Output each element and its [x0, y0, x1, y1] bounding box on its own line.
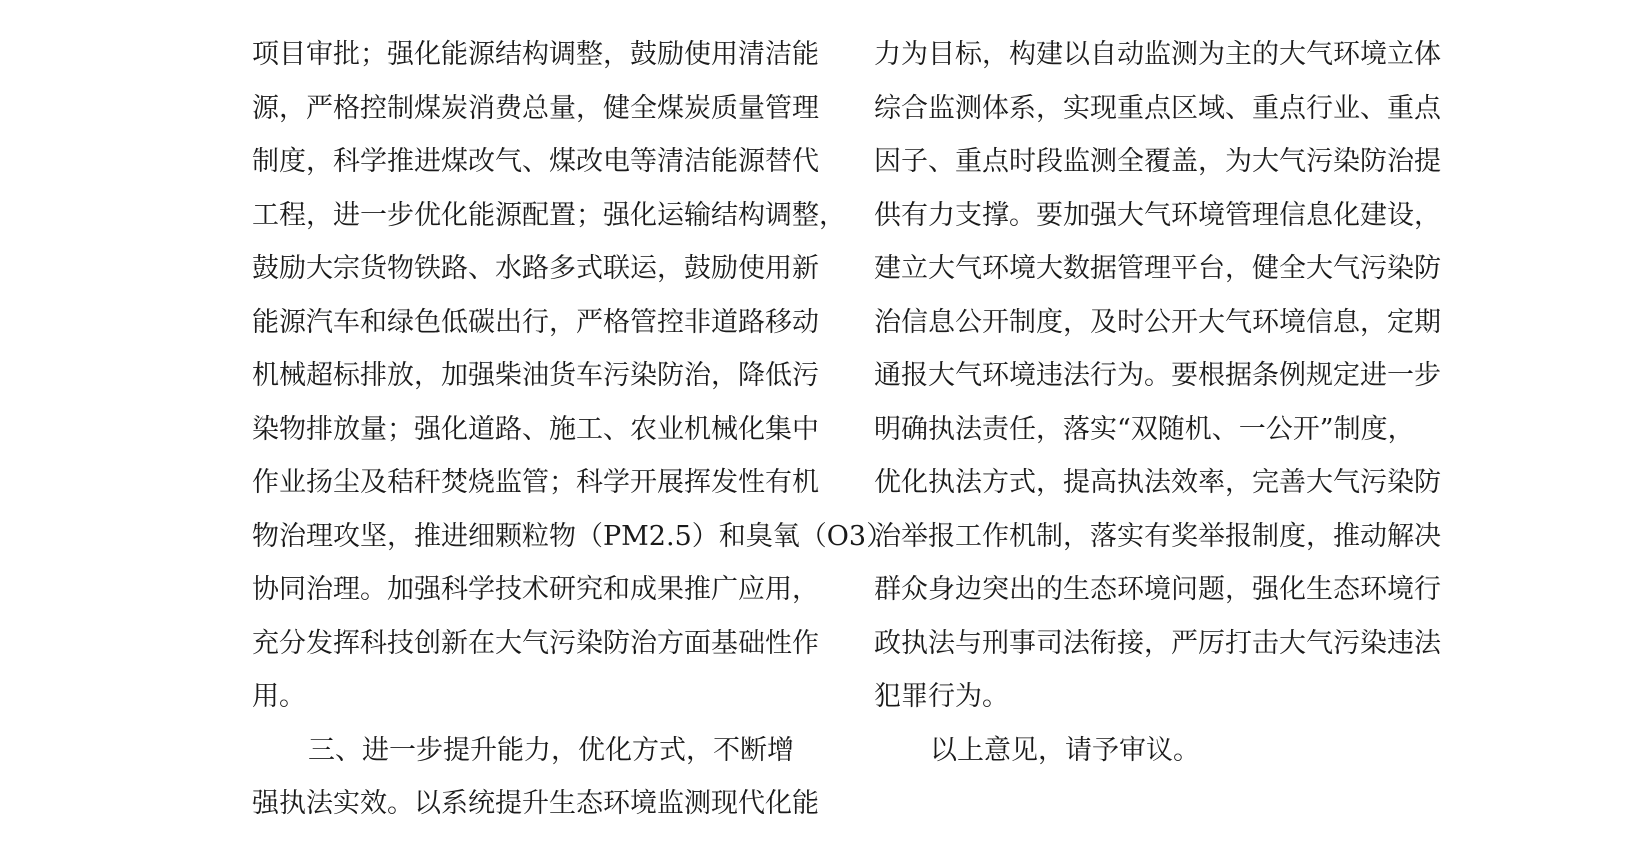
text-line: 强执法实效。以系统提升生态环境监测现代化能 [252, 788, 819, 819]
text-line: 工程，进一步优化能源配置；强化运输结构调整， [252, 199, 846, 231]
text-line: 群众身边突出的生态环境问题，强化生态环境行 [874, 574, 1441, 605]
text-line: 作业扬尘及秸秆焚烧监管；科学开展挥发性有机 [252, 467, 819, 498]
text-line: 治举报工作机制，落实有奖举报制度，推动解决 [874, 520, 1441, 552]
text-line: 明确执法责任，落实“双随机、一公开”制度， [874, 413, 1415, 445]
text-line: 染物排放量；强化道路、施工、农业机械化集中 [252, 413, 819, 445]
text-line: 源，严格控制煤炭消费总量，健全煤炭质量管理 [252, 92, 819, 124]
text-line: 政执法与刑事司法衔接，严厉打击大气污染违法 [874, 627, 1441, 659]
text-line: 协同治理。加强科学技术研究和成果推广应用， [252, 574, 819, 605]
text-line: 因子、重点时段监测全覆盖，为大气污染防治提 [874, 146, 1441, 177]
text-line: 物治理攻坚，推进细颗粒物（PM2.5）和臭氧（O3） [252, 520, 894, 552]
text-line: 项目审批；强化能源结构调整，鼓励使用清洁能 [252, 39, 819, 70]
text-line: 综合监测体系，实现重点区域、重点行业、重点 [874, 92, 1441, 124]
text-line: 建立大气环境大数据管理平台，健全大气污染防 [874, 253, 1441, 284]
text-line: 通报大气环境违法行为。要根据条例规定进一步 [874, 360, 1441, 391]
text-line: 用。 [252, 681, 306, 712]
text-line: 优化执法方式，提高执法效率，完善大气污染防 [874, 467, 1441, 498]
text-line: 制度，科学推进煤改气、煤改电等清洁能源替代 [252, 146, 819, 177]
left-text-column [252, 28, 894, 831]
section-heading-line: 三、进一步提升能力，优化方式，不断增 [308, 734, 794, 766]
text-line: 治信息公开制度，及时公开大气环境信息，定期 [874, 306, 1441, 338]
text-line: 力为目标，构建以自动监测为主的大气环境立体 [874, 39, 1441, 70]
text-line: 机械超标排放，加强柴油货车污染防治，降低污 [252, 360, 819, 391]
text-line: 供有力支撑。要加强大气环境管理信息化建设， [874, 199, 1441, 231]
closing-line: 以上意见，请予审议。 [930, 734, 1200, 766]
right-text-column [874, 28, 1441, 777]
text-line: 鼓励大宗货物铁路、水路多式联运，鼓励使用新 [252, 253, 819, 284]
text-line: 能源汽车和绿色低碳出行，严格管控非道路移动 [252, 306, 819, 338]
text-line: 犯罪行为。 [874, 681, 1009, 712]
text-line: 充分发挥科技创新在大气污染防治方面基础性作 [252, 627, 819, 659]
